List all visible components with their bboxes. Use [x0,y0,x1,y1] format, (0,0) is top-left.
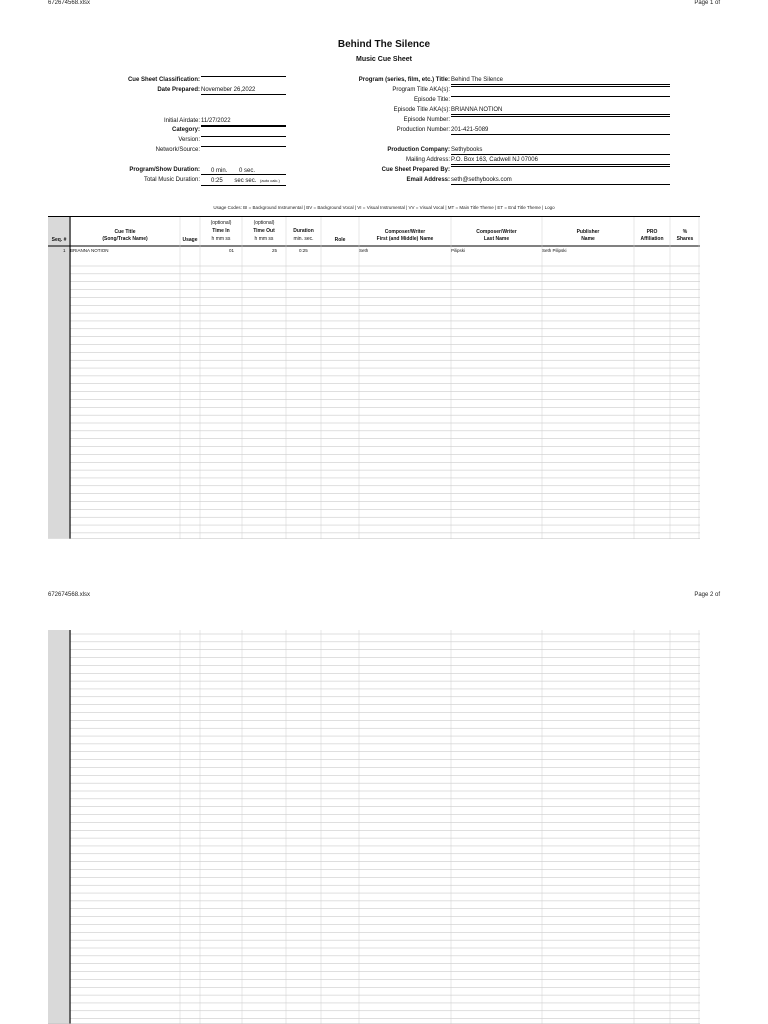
mailing-address-label: Mailing Address: [405,157,450,163]
row-duration: 0:25 [299,248,308,253]
row-publisher: Seth Pilipski [542,248,567,253]
col-duration-format: min. sec. [293,236,314,242]
prepared-by-value [451,166,670,167]
usage-codes: Usage Codes: BI = Background Instrumental | BV = Background Vocal | VI = Visual Instrumental | VV = Visual Vocal | MT = Main Title Theme | ET = End Title Theme | Logo [213,205,555,210]
program-aka-label: Program Title AKA(s): [392,87,450,93]
category-value [201,126,286,127]
col-composer-first: Composer/Writer [384,229,426,235]
col-composer-last: Composer/Writer [476,229,517,235]
music-duration-value: 0:25 [211,178,223,184]
cue-table-grid-page2 [48,630,700,1024]
cue-table-grid [48,217,700,539]
initial-airdate-value: 11/27/2022 [201,117,286,126]
classification-value [201,76,286,77]
page-number: Page 1 of [694,0,720,6]
music-duration-unit: sec sec. [234,178,257,184]
episode-number-label: Episode Number: [403,117,450,123]
col-time-out-optional: (optional) [253,220,275,226]
col-time-out-format: h mm ss [254,236,274,242]
document-subtitle: Music Cue Sheet [355,56,412,63]
program-title-label: Program (series, film, etc.) Title: [358,77,450,83]
music-duration-row [201,177,286,186]
row-cue-title: BRIANNA NOTION [70,248,109,253]
episode-title-value [451,96,670,97]
email-label: Email Address: [406,177,450,183]
row-composer-last: Pilipski [451,248,466,253]
production-company-label: Production Company: [387,147,450,153]
file-name-page2: 672674568.xlsx [48,592,91,598]
col-role: Role [334,237,346,243]
col-time-in: Time In [212,228,230,234]
col-usage: Usage [182,237,198,243]
col-pro: PRO [646,229,658,235]
classification-label: Cue Sheet Classification: [127,77,200,83]
production-number-value: 201-421-5089 [451,126,670,135]
col-time-out: Time Out [253,228,275,234]
col-publisher: Publisher [576,229,600,235]
duration-sec: 0 sec. [239,168,256,174]
production-company-value: Sethybooks [451,146,670,155]
col-pro-sub: Affiliation [640,236,664,242]
version-label: Version: [178,137,200,143]
row-time-out: 25 [272,248,278,253]
initial-airdate-label: Initial Airdate: [163,118,200,124]
document-title: Behind The Silence [337,39,431,50]
program-duration-label: Program/Show Duration: [129,167,200,173]
production-number-label: Production Number: [396,127,450,133]
date-prepared-label: Date Prepared: [157,87,200,93]
episode-title-label: Episode Title: [413,97,450,103]
col-shares: % [682,229,688,235]
col-composer-last-sub: Last Name [483,236,510,242]
email-value: seth@sethybooks.com [451,176,670,185]
network-label: Network/Source: [155,147,200,153]
col-cue-title-sub: (Song/Track Name) [102,236,148,242]
program-duration-line [201,174,286,175]
col-publisher-sub: Name [581,236,595,242]
col-composer-first-sub: First (and Middle) Name [376,236,434,242]
col-time-in-format: h mm ss [211,236,231,242]
col-cue-title: Cue Title [114,229,136,235]
episode-aka-label: Episode Title AKA(s): [393,107,450,113]
auto-calc-note: (auto calc.) [260,178,280,183]
mailing-address-value: P.O. Box 163, Cadwell NJ 07006 [451,156,670,165]
prepared-by-label: Cue Sheet Prepared By: [381,167,450,173]
category-label: Category: [171,127,200,133]
duration-min: 0 min. [211,168,228,174]
file-name: 672674568.xlsx [48,0,91,6]
episode-aka-value: BRIANNA NOTION [451,106,670,115]
program-title-value: Behind The Silence [451,76,670,85]
col-duration: Duration [293,228,314,234]
version-value [201,136,286,137]
page-number-page2: Page 2 of [694,592,720,598]
col-seq: Seq. # [51,237,67,243]
col-shares-sub: Shares [676,236,694,242]
episode-number-value [451,116,670,117]
col-time-in-optional: (optional) [210,220,232,226]
music-duration-label: Total Music Duration: [143,177,200,183]
program-aka-value [451,86,670,87]
network-value [201,146,286,147]
row-time-in: 01 [229,248,235,253]
row-composer-first: Seth [359,248,369,253]
date-prepared-value: Novemeber 26,2022 [201,86,286,95]
row-seq: 1 [63,248,66,253]
